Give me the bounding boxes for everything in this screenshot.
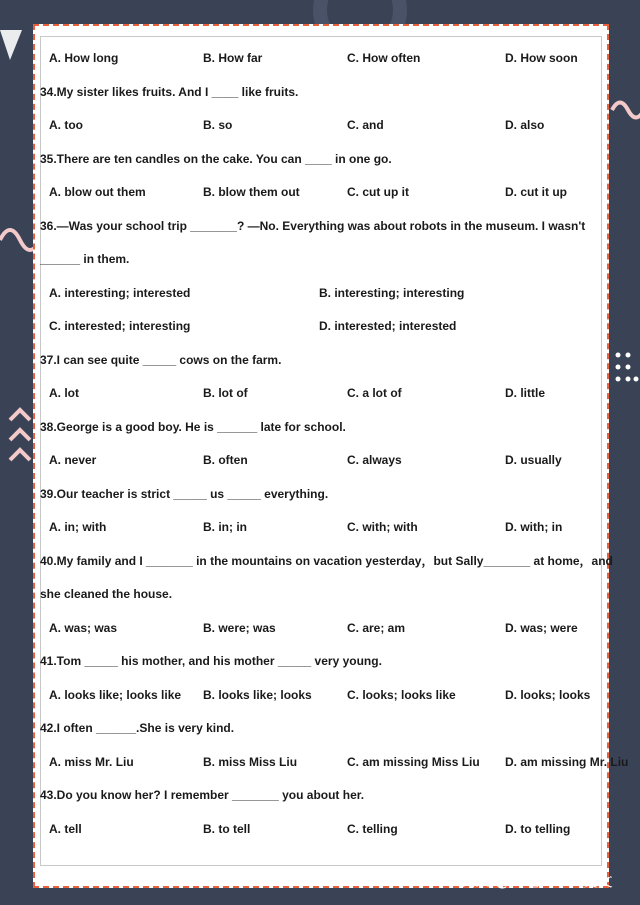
question-line xyxy=(35,784,611,806)
question-line xyxy=(35,81,611,103)
answer-option[interactable]: B. to tell xyxy=(203,821,251,836)
answer-option[interactable]: C. looks; looks like xyxy=(347,687,456,702)
answer-option[interactable]: B. How far xyxy=(203,51,263,65)
answer-option[interactable]: C. interested; interesting xyxy=(49,319,191,333)
answer-option[interactable]: D. How soon xyxy=(505,51,578,65)
answer-option[interactable]: C. and xyxy=(347,118,384,132)
worksheet-page xyxy=(33,24,629,888)
answer-option[interactable]: D. also xyxy=(505,118,545,132)
question-line xyxy=(35,148,611,170)
answer-option[interactable]: C. a lot of xyxy=(347,386,402,400)
answer-option[interactable]: A. tell xyxy=(49,821,82,836)
question-text: ______ in them. xyxy=(40,252,130,266)
options-line xyxy=(35,684,611,706)
options-line xyxy=(35,114,611,136)
answer-option[interactable]: D. usually xyxy=(505,453,562,467)
question-line xyxy=(35,483,611,505)
question-line xyxy=(35,349,611,371)
answer-option[interactable]: C. cut up it xyxy=(347,185,409,199)
answer-option[interactable]: D. looks; looks xyxy=(505,687,591,702)
answer-option[interactable]: A. too xyxy=(49,118,83,132)
answer-option[interactable]: B. lot of xyxy=(203,386,248,400)
answer-option[interactable]: D. interested; interested xyxy=(319,319,457,333)
answer-option[interactable]: C. always xyxy=(347,453,402,467)
answer-option[interactable]: C. How often xyxy=(347,51,421,65)
answer-option[interactable]: B. blow them out xyxy=(203,185,300,199)
question-text: 43.Do you know her? I remember _______ you about her. xyxy=(40,788,365,802)
answer-option[interactable]: D. to telling xyxy=(505,821,571,836)
answer-option[interactable]: A. interesting; interested xyxy=(49,285,191,300)
answer-option[interactable]: A. lot xyxy=(49,386,79,400)
answer-option[interactable]: A. miss Mr. Liu xyxy=(49,754,134,769)
question-text: 37.I can see quite _____ cows on the farm. xyxy=(40,352,282,367)
question-text: 40.My family and I _______ in the mountains on vacation yesterday，but Sally_______ at home，and xyxy=(40,553,613,568)
answer-option[interactable]: B. often xyxy=(203,453,248,467)
options-line xyxy=(35,617,611,639)
question-line xyxy=(35,717,611,739)
question-line xyxy=(35,215,611,237)
question-text: 41.Tom _____ his mother, and his mother _____ very young. xyxy=(40,654,382,668)
answer-option[interactable]: B. so xyxy=(203,118,233,132)
watermark: 头条 @周老师talk英文 xyxy=(460,872,613,890)
answer-option[interactable]: B. were; was xyxy=(203,620,276,635)
question-text: 38.George is a good boy. He is ______ late for school. xyxy=(40,419,346,434)
answer-option[interactable]: A. never xyxy=(49,453,97,467)
options-line xyxy=(35,449,611,471)
answer-option[interactable]: D. am missing Mr. Liu xyxy=(505,754,629,769)
answer-option[interactable]: A. was; was xyxy=(49,620,118,635)
question-text: 39.Our teacher is strict _____ us _____ everything. xyxy=(40,486,329,501)
question-line xyxy=(35,248,611,270)
question-line xyxy=(35,416,611,438)
options-line xyxy=(35,516,611,538)
options-line xyxy=(35,382,611,404)
answer-option[interactable]: C. with; with xyxy=(347,520,418,534)
answer-option[interactable]: C. telling xyxy=(347,821,398,836)
question-text: she cleaned the house. xyxy=(40,587,173,601)
options-line xyxy=(35,818,611,840)
answer-option[interactable]: A. How long xyxy=(49,51,119,65)
answer-option[interactable]: D. with; in xyxy=(505,520,563,534)
answer-option[interactable]: B. looks like; looks xyxy=(203,687,312,702)
answer-option[interactable]: D. little xyxy=(505,386,546,400)
options-line xyxy=(35,282,611,304)
question-text: 42.I often ______.She is very kind. xyxy=(40,721,235,735)
answer-option[interactable]: D. was; were xyxy=(505,620,578,635)
answer-option[interactable]: B. interesting; interesting xyxy=(319,285,465,300)
question-text: 36.—Was your school trip _______? —No. Everything was about robots in the museum. I wasn't xyxy=(40,218,586,233)
question-line xyxy=(35,550,611,572)
options-line xyxy=(35,181,611,203)
answer-option[interactable]: B. in; in xyxy=(203,520,247,534)
answer-option[interactable]: C. are; am xyxy=(347,620,406,635)
question-text: 34.My sister likes fruits. And I ____ like fruits. xyxy=(40,84,299,99)
answer-option[interactable]: A. looks like; looks like xyxy=(49,687,182,702)
question-line xyxy=(35,583,611,605)
question-text: 35.There are ten candles on the cake. You can ____ in one go. xyxy=(40,151,392,166)
answer-option[interactable]: B. miss Miss Liu xyxy=(203,754,298,769)
answer-option[interactable]: D. cut it up xyxy=(505,185,567,199)
options-line xyxy=(35,315,611,337)
options-line xyxy=(35,47,611,69)
answer-option[interactable]: A. in; with xyxy=(49,520,107,534)
answer-option[interactable]: A. blow out them xyxy=(49,185,146,199)
answer-option[interactable]: C. am missing Miss Liu xyxy=(347,754,480,769)
options-line xyxy=(35,751,629,773)
question-line xyxy=(35,650,611,672)
